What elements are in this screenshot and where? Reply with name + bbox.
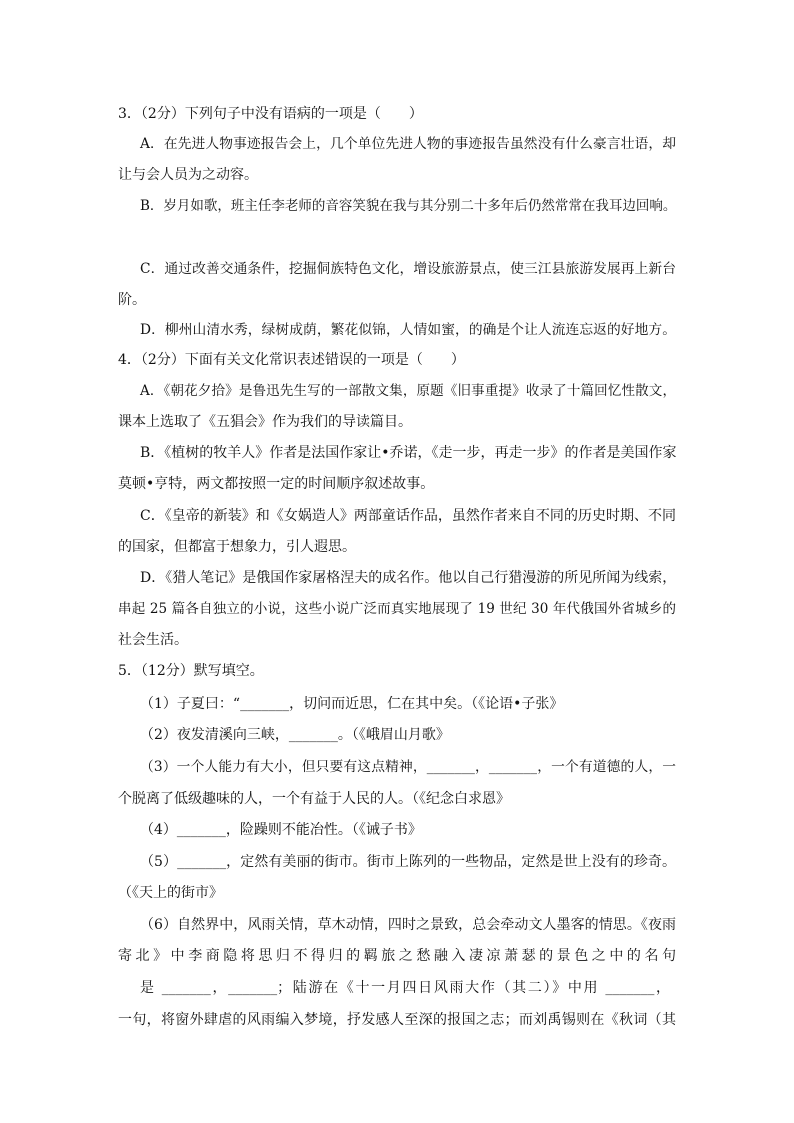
q4-option-d-line1: D．《猎人笔记》是俄国作家屠格涅夫的成名作。他以自己行猎漫游的所见所闻为线索， — [140, 570, 677, 586]
q5-item-4: （4）_______，险躁则不能冶性。（《诫子书》 — [140, 822, 422, 838]
q5-stem: 5．（12分）默写填空。 — [118, 663, 264, 679]
q5-item-5-line1: （5）_______，定然有美丽的街市。街市上陈列的一些物品，定然是世上没有的珍奇。 — [140, 854, 676, 870]
q4-option-d-line2: 串起 25 篇各自独立的小说，这些小说广泛而真实地展现了 19 世纪 30 年代俄国外省城乡的 — [118, 601, 676, 617]
q5-item-6-line1: （6）自然界中，风雨关情，草木动情，四时之景致，总会牵动文人墨客的情思。《夜雨 — [140, 917, 676, 933]
q4-option-c-line2: 的国家，但都富于想象力，引人遐思。 — [118, 539, 356, 555]
q3-option-b-line1: B．岁月如歌，班主任李老师的音容笑貌在我与其分别二十多年后仍然常常在我耳边回响。 — [140, 198, 677, 214]
q5-item-6-line2: 寄北》中李商隐将思归不得归的羁旅之愁融入凄凉萧瑟的景色之中的名句 — [118, 948, 676, 964]
q4-option-a-line2: 课本上选取了《五猖会》作为我们的导读篇目。 — [118, 414, 412, 430]
q3-stem: 3．（2分）下列句子中没有语病的一项是（ ） — [118, 106, 423, 122]
q3-option-d-line1: D．柳州山清水秀，绿树成荫，繁花似锦，人情如蜜，的确是个让人流连忘返的好地方。 — [140, 322, 676, 338]
q4-option-a-line1: A．《朝花夕拾》是鲁迅先生写的一部散文集，原题《旧事重提》收录了十篇回忆性散文， — [140, 383, 676, 399]
q4-stem: 4．（2分）下面有关文化常识表述错误的一项是（ ） — [118, 352, 465, 368]
q5-item-5-line2: （《天上的街市》 — [118, 885, 223, 901]
q3-option-c-line2: 阶。 — [118, 292, 146, 308]
q5-item-3-line2: 个脱离了低级趣味的人，一个有益于人民的人。（《纪念白求恩》 — [118, 791, 510, 807]
q5-item-6-line3: 是 _______，_______；陆游在《十一月四日风雨大作（其二）》中用 _______， — [140, 980, 670, 996]
q4-option-b-line1: B．《植树的牧羊人》作者是法国作家让•乔诺，《走一步，再走一步》的作者是美国作家 — [140, 445, 677, 461]
q4-option-d-line3: 社会生活。 — [118, 632, 188, 648]
q3-option-c-line1: C．通过改善交通条件，挖掘侗族特色文化，增设旅游景点，使三江县旅游发展再上新台 — [140, 261, 676, 277]
q5-item-3-line1: （3）一个人能力有大小，但只要有这点精神，_______，_______，一个有道德的人，一 — [140, 759, 676, 775]
q5-item-6-line4: 一句，将窗外肆虐的风雨编入梦境，抒发感人至深的报国之志；而刘禹锡则在《秋词（其 — [118, 1012, 676, 1028]
q4-option-c-line1: C．《皇帝的新装》和《女娲造人》两部童话作品，虽然作者来自不同的历史时期、不同 — [140, 508, 676, 524]
q5-item-2: （2）夜发清溪向三峡，_______。（《峨眉山月歌》 — [140, 727, 450, 743]
q5-item-1: （1）子夏曰：“_______，切问而近思，仁在其中矣。（《论语•子张》 — [140, 696, 564, 712]
q3-option-a-line1: A．在先进人物事迹报告会上，几个单位先进人物的事迹报告虽然没有什么豪言壮语，却 — [140, 136, 676, 152]
q4-option-b-line2: 莫顿•亨特，两文都按照一定的时间顺序叙述故事。 — [118, 476, 435, 492]
q3-option-a-line2: 让与会人员为之动容。 — [118, 167, 258, 183]
